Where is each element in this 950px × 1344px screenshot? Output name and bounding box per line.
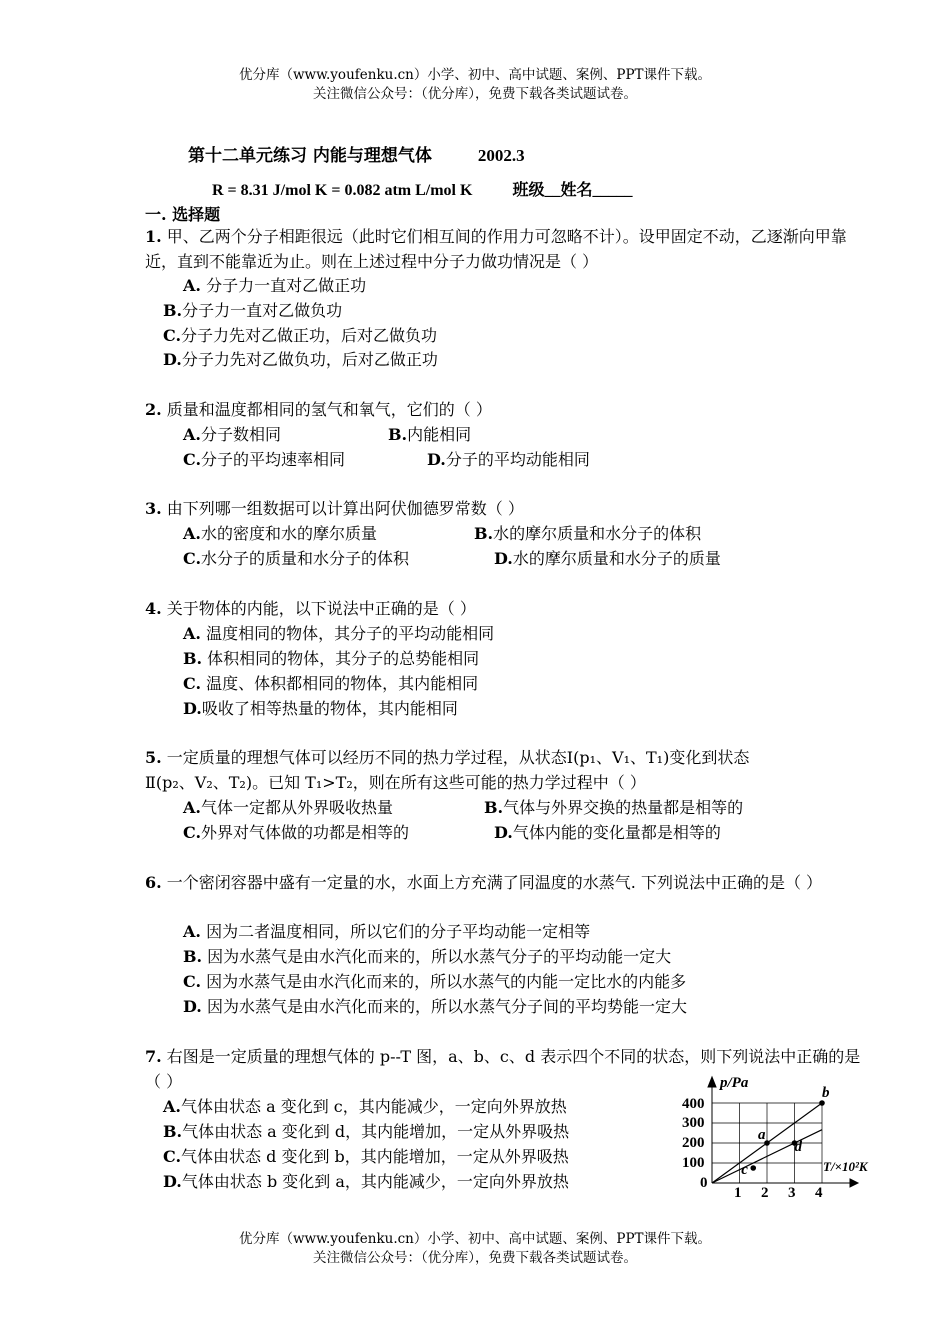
option-1c: C.分子力先对乙做正功，后对乙做负功	[163, 326, 438, 345]
option-4c: C. 温度、体积都相同的物体，其内能相同	[183, 674, 479, 693]
option-5a: A.气体一定都从外界吸收热量	[183, 798, 393, 817]
option-3b: B.水的摩尔质量和水分子的体积	[474, 524, 702, 543]
option-7d: D.气体由状态 b 变化到 a，其内能减少，一定向外界放热	[163, 1172, 569, 1191]
option-1a: A. 分子力一直对乙做正功	[183, 276, 367, 295]
question-5	[145, 746, 875, 795]
state-label-a: a	[758, 1127, 766, 1143]
option-7c: C.气体由状态 d 变化到 b，其内能增加，一定从外界吸热	[163, 1147, 569, 1166]
x-tick-3: 3	[788, 1185, 796, 1201]
option-1b: B.分子力一直对乙做负功	[163, 301, 343, 320]
state-label-d: d	[794, 1139, 802, 1155]
question-stem: 甲、乙两个分子相距很远（此时它们相互间的作用力可忽略不计）。设甲固定不动，乙逐渐向甲靠近，直到不能靠近为止。则在上述过程中分子力做功情况是（ ）	[145, 227, 847, 271]
question-number: 4.	[145, 599, 162, 618]
state-label-c: c	[741, 1162, 748, 1178]
x-tick-4: 4	[815, 1185, 823, 1201]
page-footer-line2: 关注微信公众号：（优分库），免费下载各类试题试卷。	[313, 1250, 637, 1266]
option-7b: B.气体由状态 a 变化到 d，其内能增加，一定从外界吸热	[163, 1122, 570, 1141]
option-5b: B.气体与外界交换的热量都是相等的	[484, 798, 744, 817]
page-title	[188, 141, 525, 166]
question-stem: 右图是一定质量的理想气体的 p--T 图，a、b、c、d 表示四个不同的状态，则下列说法中正确的是（ ）	[145, 1047, 861, 1091]
section-heading: 一. 选择题	[145, 205, 221, 224]
option-4d: D.吸收了相等热量的物体，其内能相同	[183, 699, 458, 718]
y-axis-label: p/Pa	[720, 1075, 749, 1091]
option-7a: A.气体由状态 a 变化到 c，其内能减少，一定向外界放热	[163, 1097, 567, 1116]
question-1	[145, 225, 875, 274]
page-header-line2: 关注微信公众号：（优分库），免费下载各类试题试卷。	[313, 86, 637, 102]
option-4a: A. 温度相同的物体，其分子的平均动能相同	[183, 624, 495, 643]
y-tick-100: 100	[682, 1155, 705, 1171]
question-stem-line2: Ⅱ(p₂、V₂、T₂)。已知 T₁>T₂，则在所有这些可能的热力学过程中（ ）	[145, 772, 646, 792]
option-2d: D.分子的平均动能相同	[427, 450, 590, 469]
state-points	[741, 1085, 830, 1178]
option-2b: B.内能相同	[388, 425, 472, 444]
question-number: 6.	[145, 873, 162, 892]
y-tick-200: 200	[682, 1135, 705, 1151]
state-point-b	[819, 1100, 825, 1106]
title-text: 第十二单元练习 内能与理想气体	[188, 146, 432, 166]
x-axis-label: T/×10²K	[823, 1159, 868, 1174]
pt-diagram	[680, 1075, 890, 1205]
question-3	[145, 497, 875, 522]
option-5d: D.气体内能的变化量都是相等的	[494, 823, 721, 842]
question-number: 3.	[145, 499, 162, 518]
origin-label: 0	[700, 1175, 708, 1191]
state-point-c	[750, 1165, 756, 1171]
option-6d: D. 因为水蒸气是由水汽化而来的，所以水蒸气分子间的平均势能一定大	[183, 997, 687, 1016]
option-3d: D.水的摩尔质量和水分子的质量	[494, 549, 721, 568]
question-number: 2.	[145, 400, 162, 419]
x-tick-1: 1	[734, 1185, 742, 1201]
x-axis-arrow	[850, 1179, 858, 1187]
question-stem: 一个密闭容器中盛有一定量的水，水面上方充满了同温度的水蒸气. 下列说法中正确的是（ ）	[166, 873, 823, 892]
question-stem-line1: 一定质量的理想气体可以经历不同的热力学过程，从状态Ⅰ(p₁、V₁、T₁)变化到状态	[166, 748, 750, 767]
question-stem: 由下列哪一组数据可以计算出阿伏伽德罗常数（ ）	[166, 499, 524, 518]
option-2a: A.分子数相同	[183, 425, 281, 444]
x-tick-2: 2	[761, 1185, 769, 1201]
page-footer-line1: 优分库（www.youfenku.cn）小学、初中、高中试题、案例、PPT课件下载。	[238, 1231, 712, 1247]
y-tick-400: 400	[682, 1096, 705, 1112]
option-1d: D.分子力先对乙做负功，后对乙做正功	[163, 350, 438, 369]
question-number: 7.	[145, 1047, 162, 1066]
question-number: 5.	[145, 748, 162, 767]
question-2	[145, 398, 875, 423]
question-4	[145, 597, 875, 622]
class-name-field: 班级__姓名_____	[512, 182, 633, 199]
state-label-b: b	[822, 1085, 830, 1101]
question-number: 1.	[145, 227, 162, 246]
title-year: 2002.3	[477, 146, 525, 165]
page-header-line1: 优分库（www.youfenku.cn）小学、初中、高中试题、案例、PPT课件下载。	[238, 67, 712, 83]
option-2c: C.分子的平均速率相同	[183, 450, 346, 469]
option-4b: B. 体积相同的物体，其分子的总势能相同	[183, 649, 480, 668]
option-6c: C. 因为水蒸气是由水汽化而来的，所以水蒸气的内能一定比水的内能多	[183, 972, 687, 991]
y-axis-arrow	[708, 1077, 716, 1087]
option-5c: C.外界对气体做的功都是相等的	[183, 823, 410, 842]
y-tick-300: 300	[682, 1115, 705, 1131]
option-6b: B. 因为水蒸气是由水汽化而来的，所以水蒸气分子的平均动能一定大	[183, 947, 672, 966]
question-stem: 关于物体的内能，以下说法中正确的是（ ）	[166, 599, 476, 618]
question-6	[145, 871, 875, 896]
question-stem: 质量和温度都相同的氢气和氧气，它们的（ ）	[166, 400, 492, 419]
option-3c: C.水分子的质量和水分子的体积	[183, 549, 410, 568]
option-6a: A. 因为二者温度相同，所以它们的分子平均动能一定相等	[183, 922, 591, 941]
option-3a: A.水的密度和水的摩尔质量	[183, 524, 377, 543]
gas-constant: R = 8.31 J/mol K = 0.082 atm L/mol K	[212, 182, 473, 199]
constants-line	[212, 177, 632, 200]
